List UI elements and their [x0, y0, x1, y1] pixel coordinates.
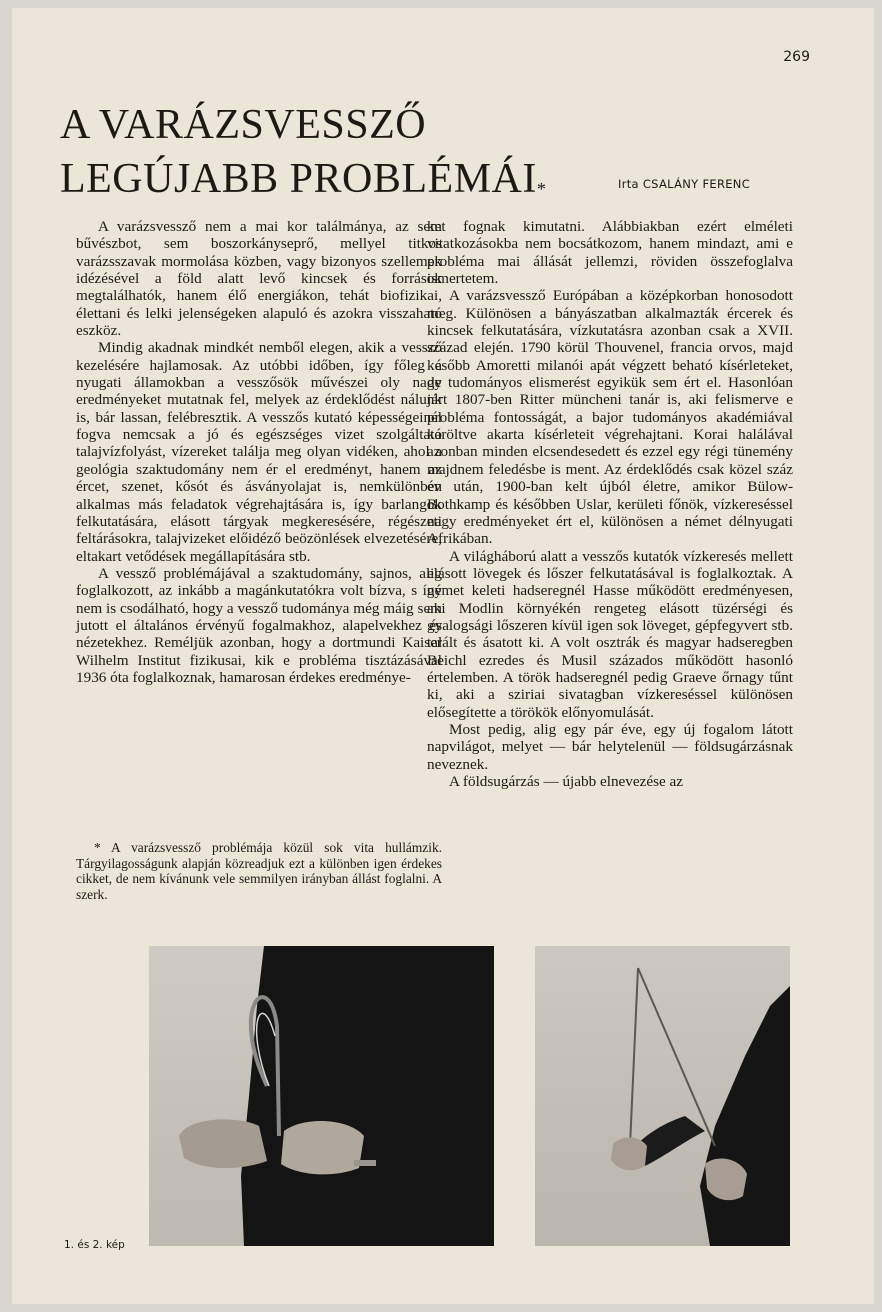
paragraph: A varázsvessző nem a mai kor találmánya, az sem bűvészbot, sem boszorkányseprő, mellyel titkos varázsszavak mormolása közben, vagy bizonyos szellemek idézésével a föld alatt levő kincsek és források megtalálhatók, hanem élő energiákon, tehát biofizikai, élettani és lelki jelenségeken alapuló és azokra visszaható eszköz.: [76, 218, 442, 340]
paragraph: A földsugárzás — újabb elnevezése az: [449, 773, 684, 790]
figure-caption: 1. és 2. kép: [64, 1239, 125, 1251]
figure-1-photo: [149, 946, 494, 1246]
paragraph: Most pedig, alig egy pár éve, egy új fogalom látott napvilágot, melyet — bár helytelenül — földsugárzásnak neveznek.: [427, 720, 793, 773]
paragraph: ket fognak kimutatni. Alábbiakban ezért elméleti vitatkozásokba nem bocsátkozom, hanem mindazt, ami e probléma mai állását jellemzi, röviden összefoglalva ismertetem.: [427, 218, 793, 288]
paragraph: A varázsvessző Európában a középkorban honosodott meg. Különösen a bányászatban alkalmazták ércerek és kincsek felkutatására, vízkutatásra azonban csak a XVII. század elején. 1790 körül Thouvenel, francia orvos, majd később Amoretti milanói apát végzett beható kísérleteket, de tudományos elismerést egyikük sem ért el. Hasonlóan járt 1807-ben Ritter müncheni tanár is, aki felismerve e probléma fontosságát, a bajor tudományos akadémiával karöltve akarta kísérleteit végrehajtani. Korai halálával azonban minden elcsendesedett és ezzel egy régi tünemény majdnem feledésbe is ment. Az érdeklődés csak közel száz év után, 1900-ban kelt újból életre, amikor Bülow-Bothkamp és későbben Uslar, kerületi főnök, vízkereséssel nagy eredményeket ért el, különösen a német délnyugati Afrikában.: [427, 287, 793, 548]
title-line-2: LEGÚJABB PROBLÉMÁI: [60, 156, 537, 202]
title-footnote-mark: *: [536, 179, 547, 199]
editor-footnote: * A varázsvessző problémája közül sok vita hullámzik. Tárgyilagosságunk alapján közreadjuk ezt a különben igen érdekes cikket, de nem kívánunk vele semmilyen irányban állást foglalni. A szerk.: [76, 840, 442, 902]
left-column: [76, 218, 442, 686]
paragraph: A vessző problémájával a szaktudomány, sajnos, alig foglalkozott, az inkább a magánkutatókra volt bízva, s így nem is csodálható, hogy a vessző tudománya még máig sem jutott el általános érvényű fogalmakhoz, alapelvekhez és nézetekhez. Reméljük azonban, hogy a dortmundi Kaiser Wilhelm Institut fizikusai, kik e probléma tisztázásával 1936 óta foglalkoznak, hamarosan érdekes eredménye-: [76, 564, 442, 686]
title-line-1: A VARÁZSVESSZŐ: [60, 102, 427, 148]
author-byline: Irta CSALÁNY FERENC: [618, 177, 751, 191]
magazine-page: [12, 8, 874, 1304]
figure-2-photo: [535, 946, 790, 1246]
paragraph: Mindig akadnak mindkét nemből elegen, akik a vessző kezelésére hajlamosak. Az utóbbi időben, így főleg a nyugati államokban a vesszősök művészei oly nagy eredményeket mutatnak fel, melyek az érdeklődést nálunk is, bár lassan, felébresztik. A vesszős kutató képességeinél fogva nemcsak a jó és egészséges vizet szolgáltató talajvízfolyást, vízereket találja meg olyan vidéken, ahol a geológia szaktudomány nem ér el eredményt, hanem az ércet, szenet, kősót és ásványolajat is, nemkülönben alkalmas más feladatok végrehajtására is, így barlangok felkutatására, elásott tárgyak megkeresésére, régészeti feltárásokra, talajvizeket előidéző beözönlések elvezetésére, eltakart vetődések megállapítására stb.: [76, 339, 442, 565]
right-column: [427, 218, 793, 790]
page-number: 269: [783, 49, 810, 65]
paragraph: A világháború alatt a vesszős kutatók vízkeresés mellett elásott lövegek és lőszer felkutatásával is foglalkoztak. A német keleti hadseregnél Hasse működött eredményesen, aki Modlin környékén rengeteg elásott tüzérségi és gyalogsági lőszeren kívül igen sok löveget, gépfegyvert stb. talált és ásatott ki. A volt osztrák és magyar hadseregben Beichl ezredes és Musil százados működött hasonló értelemben. A török hadseregnél pedig Graeve őrnagy tűnt ki, aki a sziriai sivatagban vízkereséssel különösen elősegítette a törökök előnyomulását.: [427, 547, 793, 721]
